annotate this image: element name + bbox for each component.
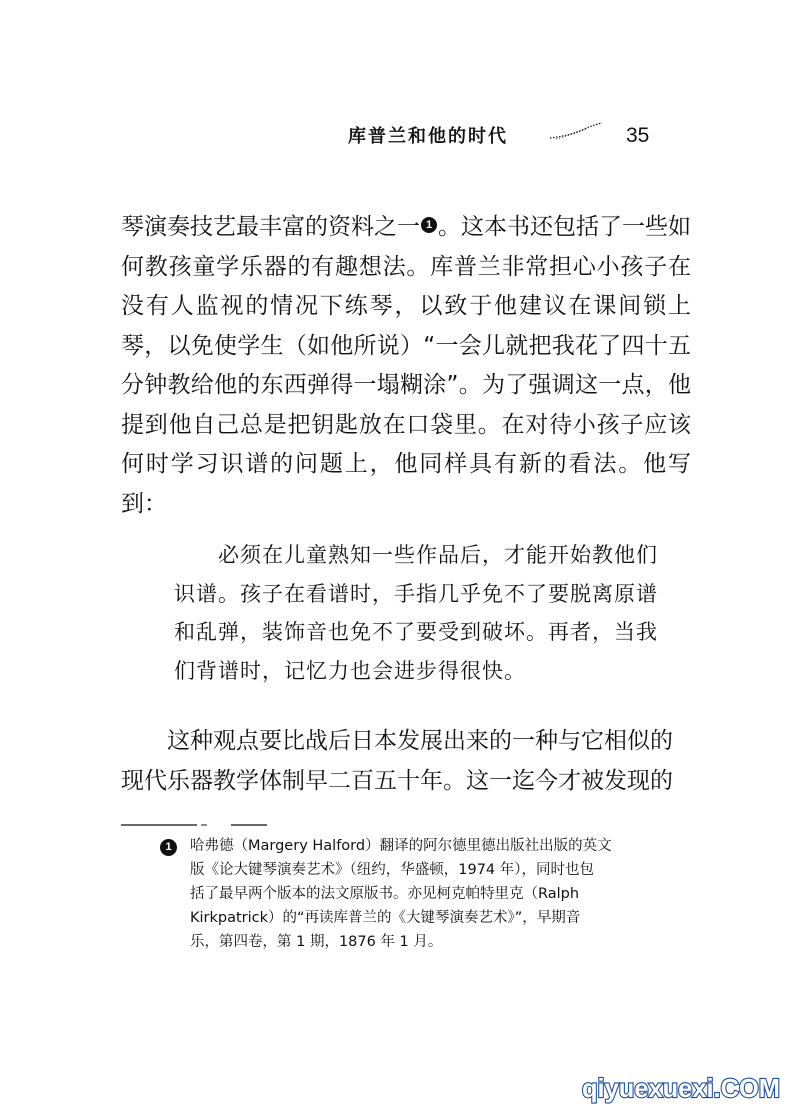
decorative-flourish (548, 120, 604, 144)
running-title: 库普兰和他的时代 (348, 126, 508, 147)
footnote-line: Kirkpatrick）的“再读库普兰的《大键琴演奏艺术》”，早期音 (190, 910, 581, 926)
footnote-line: 版《论大键琴演奏艺术》（纽约，华盛顿，1974 年），同时也包 (190, 862, 595, 878)
watermark (576, 1063, 784, 1111)
footnote-text (190, 834, 612, 954)
footnote-divider (121, 814, 267, 822)
paragraph-line: 现代乐器教学体制早二百五十年。这一迄今才被发现的 (121, 768, 673, 794)
watermark-text: qiyuexuexi.COM (582, 1073, 780, 1103)
quote-line: 和乱弹，装饰音也免不了要受到破坏。再者，当我 (174, 620, 658, 644)
footnote (160, 834, 698, 954)
body-paragraph-1 (121, 208, 691, 524)
block-quote (174, 536, 686, 690)
body-paragraph-2 (121, 721, 691, 801)
quote-line: 必须在儿童熟知一些作品后，才能开始教他们 (218, 543, 658, 567)
footnote-line: 乐，第四卷，第 1 期，1876 年 1 月。 (190, 934, 443, 950)
paragraph-text-rest: 。这本书还包括了一些如何教孩童学乐器的有趣想法。库普兰非常担心小孩子在没有人监视的情况下练琴，以致于他建议在课间锁上琴，以免使学生（如他所说）“一会儿就把我花了四十五分钟教给他的东西弹得一塌糊涂”。为了强调这一点，他提到他自己总是把钥匙放在口袋里。在对待小孩子应该何时学习识谱的问题上，他同样具有新的看法。他写到： (121, 214, 691, 517)
running-head (348, 122, 508, 148)
page-number: 35 (626, 124, 650, 147)
quote-line: 们背谱时，记忆力也会进步得很快。 (174, 658, 526, 683)
footnote-reference-marker[interactable]: 1 (421, 217, 437, 233)
quote-line: 识谱。孩子在看谱时，手指几乎免不了要脱离原谱 (174, 581, 658, 606)
footnote-line: 括了最早两个版本的法文原版书。亦见柯克帕特里克（Ralph (190, 886, 580, 902)
paragraph-line: 这种观点要比战后日本发展出来的一种与它相似的 (167, 728, 673, 754)
footnote-line: 哈弗德（Margery Halford）翻译的阿尔德里德出版社出版的英文 (190, 838, 612, 854)
paragraph-text-start: 琴演奏技艺最丰富的资料之一 (121, 214, 420, 240)
footnote-marker: 1 (160, 839, 177, 856)
